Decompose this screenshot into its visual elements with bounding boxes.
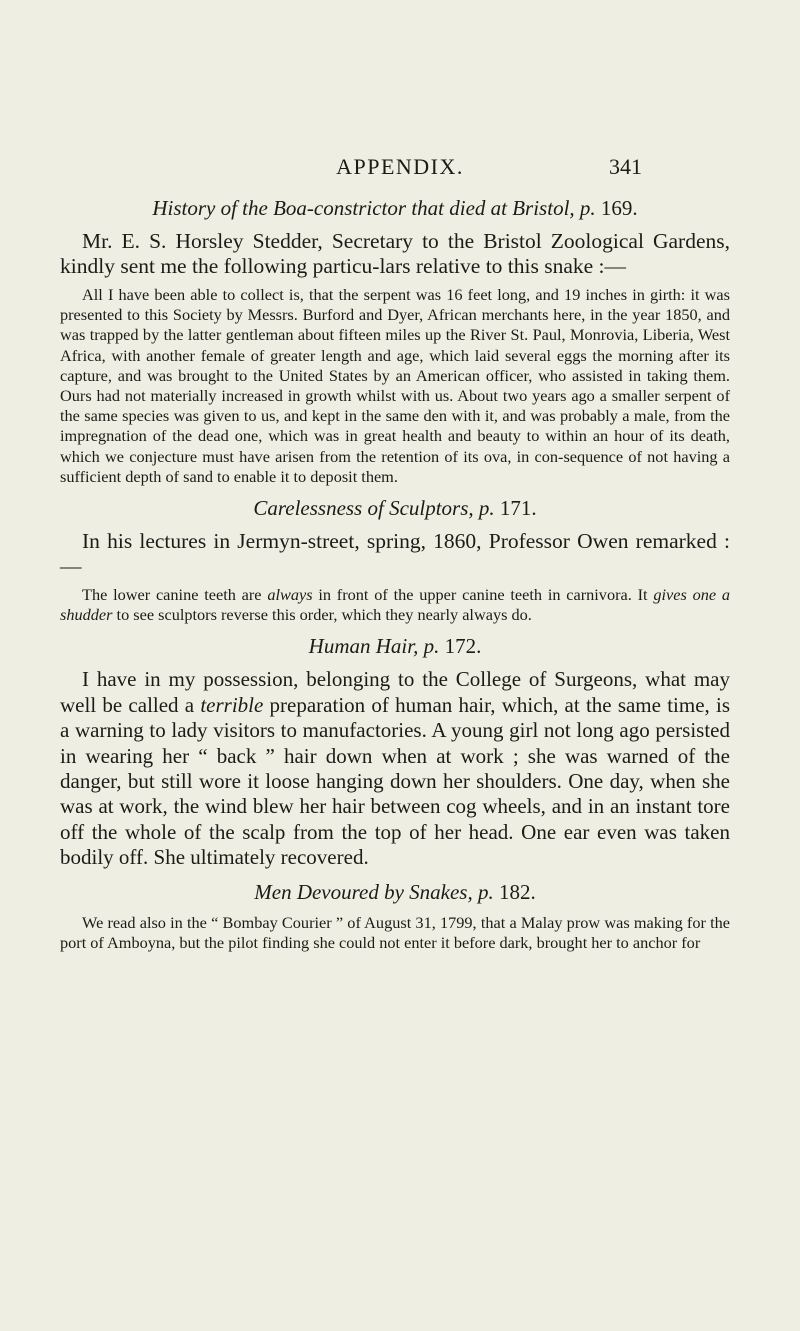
section-heading-text: Carelessness of Sculptors, p. — [253, 496, 495, 521]
section-heading-page: 182. — [498, 879, 536, 904]
section-quote-sculptors — [60, 585, 730, 625]
quote-text: The lower canine teeth are — [82, 585, 268, 605]
section-body-hair — [60, 667, 730, 870]
running-title: APPENDIX. — [336, 154, 464, 179]
section-heading-page: 172. — [444, 634, 482, 659]
section-heading-boa — [60, 195, 730, 221]
section-heading-text: Human Hair, p. — [308, 634, 440, 659]
section-heading-text: Men Devoured by Snakes, p. — [254, 879, 494, 904]
section-heading-text: History of the Boa-constrictor that died at Bristol, p. — [152, 196, 596, 220]
section-heading-sculptors — [60, 495, 730, 521]
quote-emphasis: gives one a shudder — [60, 585, 731, 625]
page-content — [60, 195, 730, 961]
body-text: preparation of human hair, which, at the same time, is a warning to lady visitors to manufactories. A young girl not long ago persisted in wearing her “ back ” hair down when at work ; she was warned of the danger, but still wore it loose hanging down her shoulders. One day, when she was at work, the wind blew her hair between cog wheels, and in an instant tore off the whole of the scalp from the top of her head. One ear even was taken bodily off. She ultimately recovered. — [60, 692, 730, 870]
section-quote-snakes: We read also in the “ Bombay Courier ” of August 31, 1799, that a Malay prow was making for the port of Amboyna, but the pilot finding she could not enter it before dark, brought her to anchor for — [60, 912, 730, 952]
section-heading-page: 169. — [600, 196, 638, 220]
page-number: 341 — [609, 154, 642, 179]
section-heading-page: 171. — [499, 496, 537, 521]
body-emphasis: terrible — [200, 692, 264, 717]
quote-text: to see sculptors reverse this order, which they nearly always do. — [112, 605, 532, 625]
running-head — [0, 152, 800, 186]
quote-text: in front of the upper canine teeth in carnivora. It — [312, 585, 654, 605]
section-quote-boa: All I have been able to collect is, that the serpent was 16 feet long, and 19 inches in girth: it was presented to this Society by Messrs. Burford and Dyer, African merchants here, in the year 1850, and was trapped by the latter gentleman about fifteen miles up the River St. Paul, Monrovia, Liberia, West Africa, with another female of greater length and age, which laid several eggs the morning after its capture, and was brought to the United States by an American officer, who assisted in taking them. Ours had not materially increased in growth whilst with us. About two years ago a smaller serpent of the same species was given to us, and kept in the same den with it, and was probably a male, from the impregnation of the dead one, which was in great health and beauty to within an hour of its death, which we conjecture must have arisen from the retention of its ova, in con-sequence of not having a sufficient depth of sand to enable it to deposit them. — [60, 285, 730, 486]
body-text: I have in my possession, belonging to the College of Surgeons, what may well be called a — [60, 667, 730, 717]
quote-emphasis: always — [267, 585, 313, 605]
section-heading-snakes — [60, 879, 730, 905]
section-heading-hair — [60, 633, 730, 659]
section-intro-boa: Mr. E. S. Horsley Stedder, Secretary to the Bristol Zoological Gardens, kindly sent me the following particu-lars relative to this snake :— — [60, 229, 730, 278]
section-intro-sculptors: In his lectures in Jermyn-street, spring, 1860, Professor Owen remarked :— — [60, 529, 730, 579]
